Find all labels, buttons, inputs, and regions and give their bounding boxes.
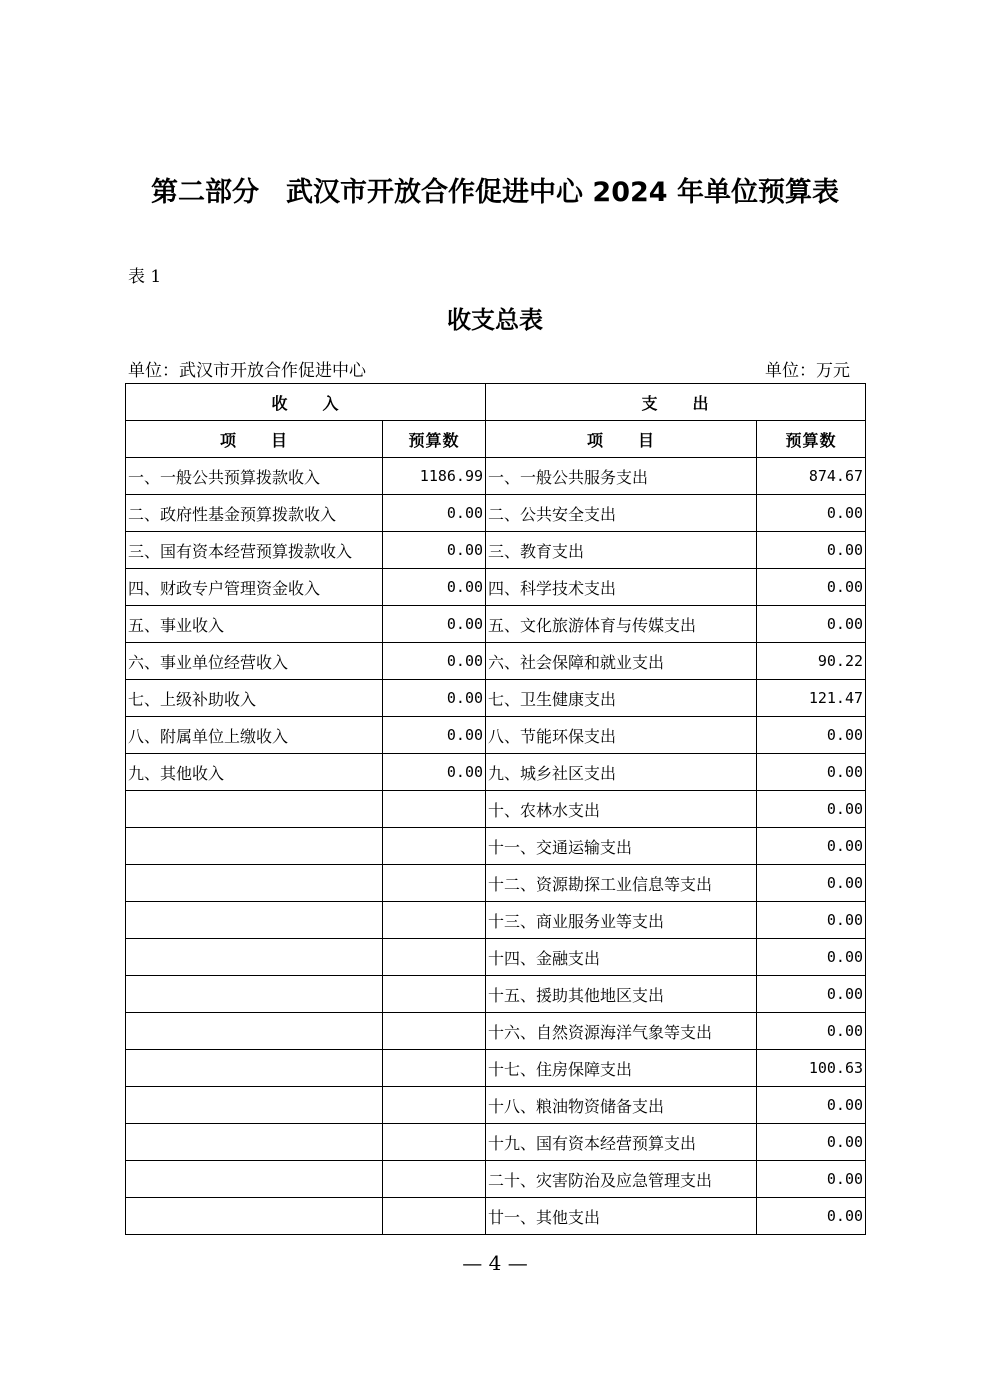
expense-value-cell: 0.00 — [757, 865, 866, 902]
expense-item-cell: 十一、交通运输支出 — [486, 828, 757, 865]
table-row — [126, 939, 866, 976]
income-value-cell: 0.00 — [383, 495, 486, 532]
expense-value-cell: 0.00 — [757, 976, 866, 1013]
table-row — [126, 828, 866, 865]
table-row — [126, 902, 866, 939]
expense-item-cell: 二十、灾害防治及应急管理支出 — [486, 1161, 757, 1198]
income-item-cell — [126, 1013, 383, 1050]
expense-item-cell: 廿一、其他支出 — [486, 1198, 757, 1235]
income-item-cell — [126, 1198, 383, 1235]
expense-value-cell: 0.00 — [757, 902, 866, 939]
expense-item-cell: 十九、国有资本经营预算支出 — [486, 1124, 757, 1161]
expense-value-cell: 0.00 — [757, 939, 866, 976]
section-title: 第二部分 武汉市开放合作促进中心 2024 年单位预算表 — [151, 177, 839, 208]
income-header: 收 入 — [126, 384, 486, 421]
income-item-cell: 五、事业收入 — [126, 606, 383, 643]
table-group-header-row — [126, 384, 866, 421]
expense-item-cell: 十五、援助其他地区支出 — [486, 976, 757, 1013]
income-item-cell: 四、财政专户管理资金收入 — [126, 569, 383, 606]
expense-item-cell: 十二、资源勘探工业信息等支出 — [486, 865, 757, 902]
table-row — [126, 569, 866, 606]
expense-item-cell: 十七、住房保障支出 — [486, 1050, 757, 1087]
table-number: 表 1 — [128, 267, 162, 287]
expense-value-cell: 0.00 — [757, 717, 866, 754]
expense-value-cell: 0.00 — [757, 606, 866, 643]
expense-item-cell: 七、卫生健康支出 — [486, 680, 757, 717]
income-value-cell — [383, 1124, 486, 1161]
expense-item-cell: 十八、粮油物资储备支出 — [486, 1087, 757, 1124]
table-row — [126, 1087, 866, 1124]
table-title: 收支总表 — [447, 306, 543, 334]
income-value-cell — [383, 828, 486, 865]
page-number: — 4 — — [462, 1251, 528, 1275]
expense-value-cell: 90.22 — [757, 643, 866, 680]
expense-item-cell: 八、节能环保支出 — [486, 717, 757, 754]
income-item-cell — [126, 976, 383, 1013]
unit-currency: 单位：万元 — [765, 361, 850, 381]
income-value-cell — [383, 865, 486, 902]
expense-value-cell: 0.00 — [757, 532, 866, 569]
income-item-cell: 一、一般公共预算拨款收入 — [126, 458, 383, 495]
income-item-cell — [126, 865, 383, 902]
income-item-cell: 二、政府性基金预算拨款收入 — [126, 495, 383, 532]
income-value-cell — [383, 1050, 486, 1087]
income-value-cell: 0.00 — [383, 643, 486, 680]
expense-item-cell: 十四、金融支出 — [486, 939, 757, 976]
table-row — [126, 976, 866, 1013]
income-item-cell: 六、事业单位经营收入 — [126, 643, 383, 680]
income-item-cell — [126, 939, 383, 976]
expense-item-cell: 十六、自然资源海洋气象等支出 — [486, 1013, 757, 1050]
income-item-cell: 九、其他收入 — [126, 754, 383, 791]
expense-value-cell: 0.00 — [757, 791, 866, 828]
table-row — [126, 1124, 866, 1161]
income-budget-column-header: 预算数 — [383, 421, 486, 458]
expense-value-cell: 0.00 — [757, 1087, 866, 1124]
expense-value-cell: 100.63 — [757, 1050, 866, 1087]
expense-value-cell: 0.00 — [757, 569, 866, 606]
income-value-cell: 0.00 — [383, 606, 486, 643]
table-row — [126, 1161, 866, 1198]
income-value-cell: 1186.99 — [383, 458, 486, 495]
expense-value-cell: 0.00 — [757, 1124, 866, 1161]
income-item-cell — [126, 1087, 383, 1124]
income-item-cell — [126, 1050, 383, 1087]
table-row — [126, 1198, 866, 1235]
income-item-column-header: 项 目 — [126, 421, 383, 458]
income-value-cell — [383, 902, 486, 939]
table-row — [126, 1013, 866, 1050]
income-item-cell — [126, 1124, 383, 1161]
expense-value-cell: 121.47 — [757, 680, 866, 717]
income-value-cell — [383, 791, 486, 828]
income-item-cell: 七、上级补助收入 — [126, 680, 383, 717]
income-value-cell — [383, 939, 486, 976]
income-item-cell: 八、附属单位上缴收入 — [126, 717, 383, 754]
expense-header: 支 出 — [486, 384, 866, 421]
expense-item-cell: 三、教育支出 — [486, 532, 757, 569]
table-row — [126, 865, 866, 902]
unit-organization: 单位：武汉市开放合作促进中心 — [128, 361, 366, 381]
expense-item-cell: 十、农林水支出 — [486, 791, 757, 828]
income-value-cell: 0.00 — [383, 680, 486, 717]
expense-budget-column-header: 预算数 — [757, 421, 866, 458]
table-body — [126, 458, 866, 1235]
expense-value-cell: 0.00 — [757, 1198, 866, 1235]
table-row — [126, 717, 866, 754]
table-row — [126, 606, 866, 643]
income-item-cell — [126, 828, 383, 865]
table-row — [126, 495, 866, 532]
expense-item-cell: 九、城乡社区支出 — [486, 754, 757, 791]
expense-item-cell: 十三、商业服务业等支出 — [486, 902, 757, 939]
expense-value-cell: 0.00 — [757, 495, 866, 532]
income-value-cell — [383, 976, 486, 1013]
table-row — [126, 532, 866, 569]
table-row — [126, 754, 866, 791]
table-column-header-row — [126, 421, 866, 458]
income-value-cell — [383, 1198, 486, 1235]
expense-item-cell: 四、科学技术支出 — [486, 569, 757, 606]
table-row — [126, 643, 866, 680]
table-row — [126, 1050, 866, 1087]
expense-value-cell: 0.00 — [757, 1013, 866, 1050]
income-value-cell: 0.00 — [383, 717, 486, 754]
expense-value-cell: 0.00 — [757, 1161, 866, 1198]
expense-item-cell: 五、文化旅游体育与传媒支出 — [486, 606, 757, 643]
expense-item-cell: 二、公共安全支出 — [486, 495, 757, 532]
income-item-cell — [126, 791, 383, 828]
income-value-cell: 0.00 — [383, 569, 486, 606]
income-value-cell — [383, 1013, 486, 1050]
income-item-cell — [126, 902, 383, 939]
expense-value-cell: 874.67 — [757, 458, 866, 495]
expense-item-cell: 六、社会保障和就业支出 — [486, 643, 757, 680]
income-item-cell — [126, 1161, 383, 1198]
income-value-cell: 0.00 — [383, 532, 486, 569]
expense-value-cell: 0.00 — [757, 754, 866, 791]
table-row — [126, 791, 866, 828]
table-row — [126, 458, 866, 495]
expense-item-column-header: 项 目 — [486, 421, 757, 458]
expense-item-cell: 一、一般公共服务支出 — [486, 458, 757, 495]
income-value-cell — [383, 1087, 486, 1124]
income-value-cell — [383, 1161, 486, 1198]
expense-value-cell: 0.00 — [757, 828, 866, 865]
income-value-cell: 0.00 — [383, 754, 486, 791]
budget-summary-table — [125, 383, 866, 1235]
table-row — [126, 680, 866, 717]
income-item-cell: 三、国有资本经营预算拨款收入 — [126, 532, 383, 569]
